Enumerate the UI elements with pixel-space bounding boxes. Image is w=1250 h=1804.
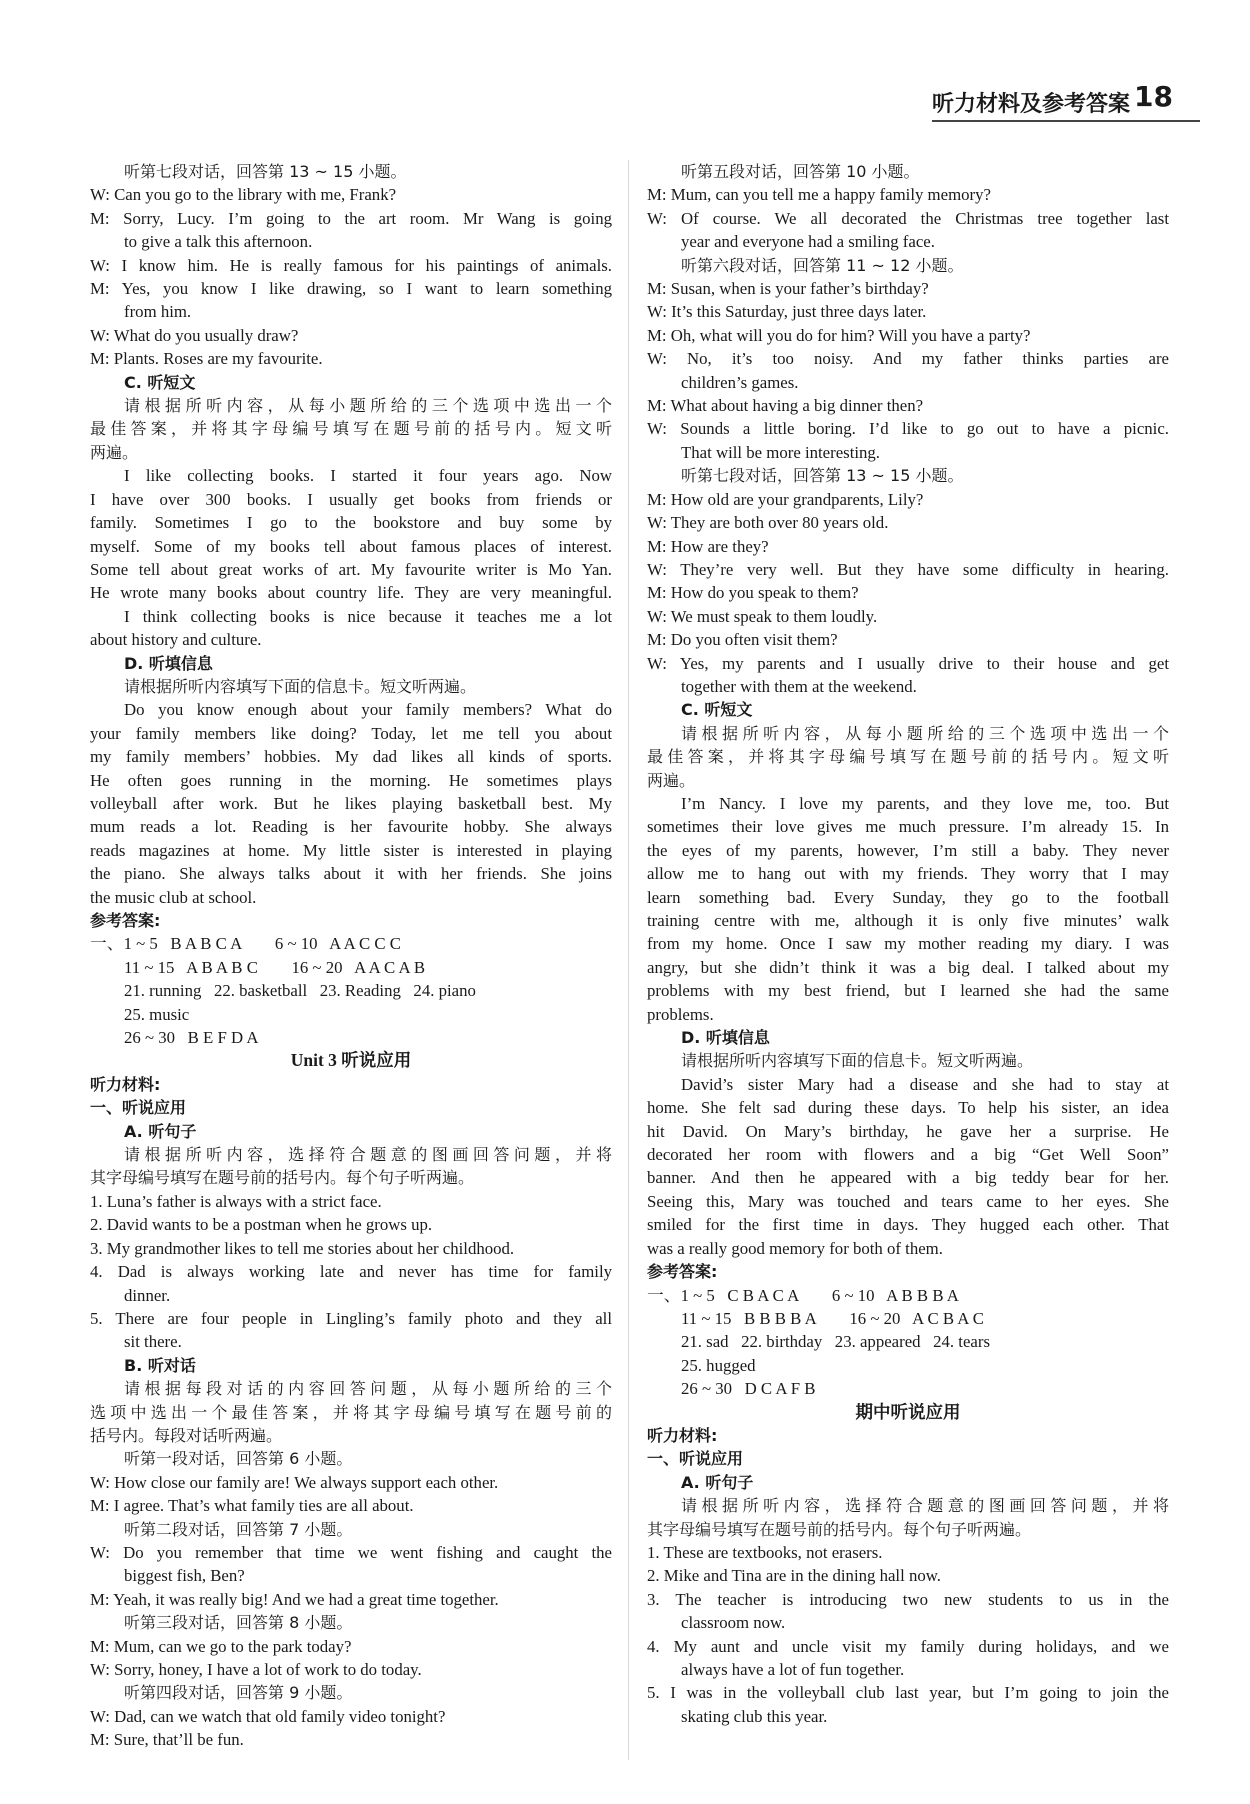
text-line: W: Yes, my parents and I usually drive to their house and get xyxy=(647,653,1169,673)
text-line: learn something bad. Every Sunday, they go to the football xyxy=(647,887,1169,907)
text-line: to give a talk this afternoon. xyxy=(124,232,313,252)
text-line: 括号内。每段对话听两遍。 xyxy=(90,1425,283,1445)
text-line: mum reads a lot. Reading is her favourite hobby. She always xyxy=(90,817,612,837)
text-line: W: Do you remember that time we went fishing and caught the xyxy=(90,1542,612,1562)
text-line: 一、1 ~ 5 B A B C A 6 ~ 10 A A C C C xyxy=(90,934,401,954)
text-line: training centre with me, although it is only five minutes’ walk xyxy=(647,911,1169,930)
text-line: smiled for the first time in days. They hugged each other. That xyxy=(647,1215,1169,1235)
text-line: year and everyone had a smiling face. xyxy=(681,232,935,252)
text-line: 听第七段对话，回答第 13 ~ 15 小题。 xyxy=(124,162,407,181)
text-line: children’s games. xyxy=(681,372,799,392)
text-line: 最佳答案，并将其字母编号填写在题号前的括号内。短文听 xyxy=(90,419,612,439)
text-line: 请根据所听内容，从每小题所给的三个选项中选出一个 xyxy=(124,396,612,416)
text-line: 25. hugged xyxy=(681,1355,756,1375)
text-line: 听第七段对话，回答第 13 ~ 15 小题。 xyxy=(681,466,964,486)
text-line: myself. Some of my books tell about famous places of interest. xyxy=(90,536,612,556)
text-line: reads magazines at home. My little sister is interested in playing xyxy=(90,840,612,860)
text-line: 请根据每段对话的内容回答问题，从每小题所给的三个 xyxy=(124,1379,612,1399)
text-line: M: How old are your grandparents, Lily? xyxy=(647,489,924,509)
text-line: W: Sorry, honey, I have a lot of work to do today. xyxy=(90,1660,422,1679)
text-line: M: Mum, can we go to the park today? xyxy=(90,1636,352,1656)
text-line: 听第五段对话，回答第 10 小题。 xyxy=(681,162,920,181)
text-line: 2. Mike and Tina are in the dining hall now. xyxy=(647,1566,941,1586)
text-line: W: How close our family are! We always support each other. xyxy=(90,1472,499,1492)
text-line: 两遍。 xyxy=(647,770,696,790)
text-line: 选项中选出一个最佳答案，并将其字母编号填写在题号前的 xyxy=(90,1402,612,1422)
text-line: 参考答案: xyxy=(647,1262,718,1282)
right-column xyxy=(647,160,1169,1728)
header-rule xyxy=(932,120,1200,122)
text-line: my family members’ hobbies. My dad likes all kinds of sports. xyxy=(90,747,612,767)
text-line: home. She felt sad during these days. To help his sister, an idea xyxy=(647,1098,1169,1118)
text-line: Seeing this, Mary was touched and tears came to her eyes. She xyxy=(647,1191,1169,1211)
text-line: from my home. Once I saw my mother reading my diary. I was xyxy=(647,934,1169,954)
text-line: was a really good memory for both of them. xyxy=(647,1238,943,1258)
text-line: 两遍。 xyxy=(90,442,139,462)
text-line: 一、听说应用 xyxy=(647,1449,744,1469)
text-line: 1. Luna’s father is always with a strict face. xyxy=(90,1191,382,1211)
text-line: 4. Dad is always working late and never has time for family xyxy=(90,1262,612,1282)
text-line: W: They’re very well. But they have some difficulty in hearing. xyxy=(647,559,1169,579)
text-line: angry, but she didn’t think it was a big deal. I talked about my xyxy=(647,957,1169,977)
text-line: W: They are both over 80 years old. xyxy=(647,513,889,533)
text-line: dinner. xyxy=(124,1285,171,1305)
text-line: D. 听填信息 xyxy=(681,1028,770,1048)
text-line: C. 听短文 xyxy=(124,372,196,392)
text-line: 25. music xyxy=(124,1004,190,1024)
text-line: 请根据所听内容，从每小题所给的三个选项中选出一个 xyxy=(681,723,1169,743)
text-line: 11 ~ 15 A B A B C 16 ~ 20 A A C A B xyxy=(124,957,426,977)
text-line: the eyes of my parents, however, I’m still a baby. They never xyxy=(647,840,1169,860)
text-line: Unit 3 听说应用 xyxy=(290,1050,412,1071)
text-line: W: I know him. He is really famous for his paintings of animals. xyxy=(90,255,612,275)
text-line: problems with my best friend, but I learned she had the same xyxy=(647,981,1169,1001)
text-line: I think collecting books is nice because it teaches me a lot xyxy=(124,606,612,626)
text-line: W: Dad, can we watch that old family video tonight? xyxy=(90,1706,446,1726)
text-line: M: Do you often visit them? xyxy=(647,630,838,650)
text-line: classroom now. xyxy=(681,1613,786,1633)
text-line: 3. The teacher is introducing two new students to us in the xyxy=(647,1589,1169,1609)
text-line: the music club at school. xyxy=(90,887,257,907)
text-line: A. 听句子 xyxy=(124,1121,197,1141)
text-line: 3. My grandmother likes to tell me stories about her childhood. xyxy=(90,1238,515,1258)
text-line: He often goes running in the morning. He sometimes plays xyxy=(90,770,612,790)
text-line: 5. I was in the volleyball club last year, but I’m going to join the xyxy=(647,1683,1169,1703)
text-line: 请根据所听内容，选择符合题意的图画回答问题，并将 xyxy=(124,1145,612,1165)
header-title: 听力材料及参考答案 xyxy=(932,92,1131,117)
text-line: hit David. On Mary’s birthday, he gave her a surprise. He xyxy=(647,1121,1169,1141)
text-line: 请根据所听内容填写下面的信息卡。短文听两遍。 xyxy=(681,1051,1034,1071)
text-line: sometimes their love gives me much pressure. I’m already 15. In xyxy=(647,817,1169,837)
text-line: I like collecting books. I started it four years ago. Now xyxy=(124,466,612,486)
column-divider xyxy=(628,160,629,1760)
text-line: A. 听句子 xyxy=(681,1472,754,1492)
page-number: 18 xyxy=(1134,80,1173,113)
text-line: 听第一段对话，回答第 6 小题。 xyxy=(124,1449,353,1469)
text-line: D. 听填信息 xyxy=(124,653,213,673)
text-line: M: Yeah, it was really big! And we had a great time together. xyxy=(90,1589,499,1609)
text-line: 其字母编号填写在题号前的括号内。每个句子听两遍。 xyxy=(90,1168,475,1188)
text-line: about history and culture. xyxy=(90,630,262,650)
text-line: W: Can you go to the library with me, Frank? xyxy=(90,185,397,205)
text-line: W: No, it’s too noisy. And my father thinks parties are xyxy=(647,349,1169,369)
text-line: 一、听说应用 xyxy=(90,1098,187,1118)
text-line: banner. And then he appeared with a big teddy bear for her. xyxy=(647,1168,1169,1188)
text-line: 听力材料: xyxy=(90,1074,161,1094)
text-line: 4. My aunt and uncle visit my family during holidays, and we xyxy=(647,1636,1169,1656)
text-line: 11 ~ 15 B B B B A 16 ~ 20 A C B A C xyxy=(681,1308,984,1328)
text-line: W: What do you usually draw? xyxy=(90,325,299,345)
text-line: skating club this year. xyxy=(681,1706,828,1726)
text-line: together with them at the weekend. xyxy=(681,676,917,696)
text-line: 1. These are textbooks, not erasers. xyxy=(647,1542,883,1562)
text-line: from him. xyxy=(124,302,192,322)
text-line: M: I agree. That’s what family ties are all about. xyxy=(90,1496,414,1516)
text-line: 请根据所听内容填写下面的信息卡。短文听两遍。 xyxy=(124,676,477,696)
text-line: decorated her room with flowers and a big “Get Well Soon” xyxy=(647,1145,1169,1165)
text-line: 其字母编号填写在题号前的括号内。每个句子听两遍。 xyxy=(647,1519,1032,1539)
text-line: M: Plants. Roses are my favourite. xyxy=(90,349,323,369)
text-line: W: It’s this Saturday, just three days later. xyxy=(647,302,927,322)
text-line: your family members like doing? Today, let me tell you about xyxy=(90,723,612,743)
text-line: 一、1 ~ 5 C B A C A 6 ~ 10 A B B B A xyxy=(647,1285,959,1305)
text-line: I’m Nancy. I love my parents, and they love me, too. But xyxy=(681,793,1169,813)
text-line: M: Yes, you know I like drawing, so I want to learn something xyxy=(90,279,612,299)
text-line: 最佳答案，并将其字母编号填写在题号前的括号内。短文听 xyxy=(647,747,1169,767)
text-line: W: Sounds a little boring. I’d like to go out to have a picnic. xyxy=(647,419,1169,439)
text-line: biggest fish, Ben? xyxy=(124,1566,245,1586)
text-line: problems. xyxy=(647,1004,714,1024)
text-line: 26 ~ 30 B E F D A xyxy=(124,1028,259,1048)
text-line: 听第三段对话，回答第 8 小题。 xyxy=(124,1613,353,1633)
text-line: 21. running 22. basketball 23. Reading 24. piano xyxy=(124,981,476,1001)
text-line: M: Sorry, Lucy. I’m going to the art room. Mr Wang is going xyxy=(90,208,612,228)
text-line: Do you know enough about your family members? What do xyxy=(124,700,612,720)
text-line: always have a lot of fun together. xyxy=(681,1660,905,1679)
text-line: Some tell about great works of art. My favourite writer is Mo Yan. xyxy=(90,559,612,579)
text-line: sit there. xyxy=(124,1332,182,1352)
text-line: 请根据所听内容，选择符合题意的图画回答问题，并将 xyxy=(681,1496,1169,1516)
text-line: That will be more interesting. xyxy=(681,442,880,462)
text-line: 听力材料: xyxy=(647,1425,718,1445)
text-line: M: Sure, that’ll be fun. xyxy=(90,1730,244,1750)
text-line: M: How do you speak to them? xyxy=(647,583,859,603)
text-line: M: What about having a big dinner then? xyxy=(647,396,924,416)
text-line: W: We must speak to them loudly. xyxy=(647,606,878,626)
text-line: He wrote many books about country life. They are very meaningful. xyxy=(90,583,612,603)
text-line: M: How are they? xyxy=(647,536,769,556)
text-line: M: Oh, what will you do for him? Will you have a party? xyxy=(647,325,1031,345)
text-line: 听第六段对话，回答第 11 ~ 12 小题。 xyxy=(681,255,964,275)
text-line: volleyball after work. But he likes playing basketball best. My xyxy=(90,793,612,813)
text-line: allow me to hang out with my friends. They worry that I may xyxy=(647,864,1169,884)
text-line: I have over 300 books. I usually get books from friends or xyxy=(90,489,612,509)
text-line: 26 ~ 30 D C A F B xyxy=(681,1379,816,1399)
text-line: 期中听说应用 xyxy=(855,1401,961,1422)
text-line: 21. sad 22. birthday 23. appeared 24. tears xyxy=(681,1332,990,1352)
text-line: 听第二段对话，回答第 7 小题。 xyxy=(124,1519,353,1539)
text-line: B. 听对话 xyxy=(124,1355,196,1375)
text-line: 5. There are four people in Lingling’s family photo and they all xyxy=(90,1308,612,1328)
text-line: family. Sometimes I go to the bookstore and buy some by xyxy=(90,513,612,533)
text-line: W: Of course. We all decorated the Christmas tree together last xyxy=(647,208,1169,228)
page-header xyxy=(900,82,1200,126)
text-line: the piano. She always talks about it with her friends. She joins xyxy=(90,864,612,884)
text-line: 2. David wants to be a postman when he grows up. xyxy=(90,1215,433,1235)
text-line: 参考答案: xyxy=(90,911,161,930)
text-line: David’s sister Mary had a disease and she had to stay at xyxy=(681,1074,1169,1094)
text-line: 听第四段对话，回答第 9 小题。 xyxy=(124,1683,353,1703)
text-line: M: Susan, when is your father’s birthday? xyxy=(647,279,929,299)
text-line: M: Mum, can you tell me a happy family memory? xyxy=(647,185,991,205)
left-column xyxy=(90,160,612,1752)
text-line: C. 听短文 xyxy=(681,700,753,720)
